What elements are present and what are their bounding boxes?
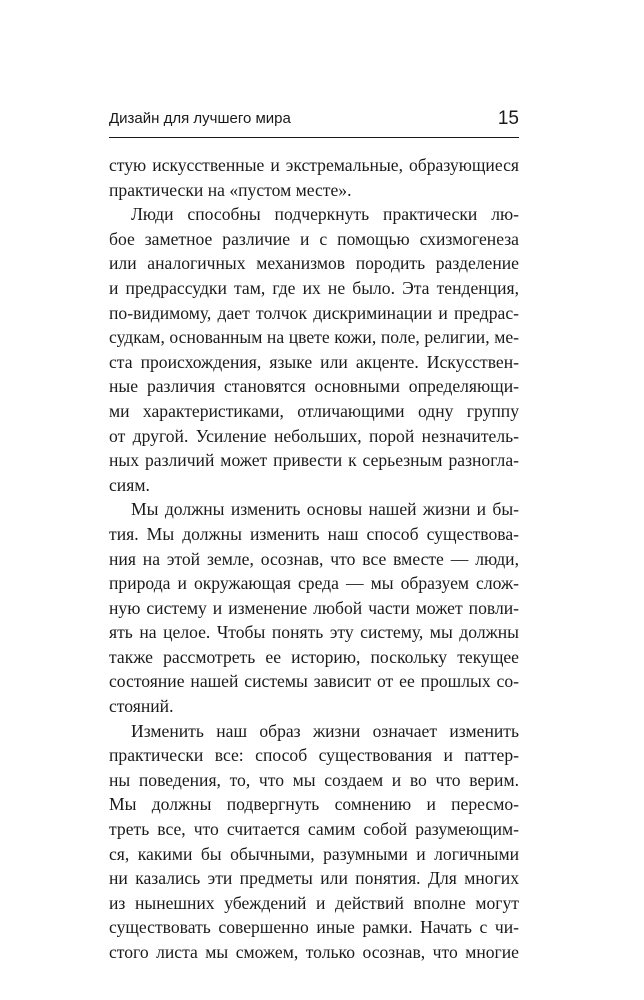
- text-line: сиям.: [109, 474, 150, 495]
- text-line: практически все: способ существования и паттер-: [109, 745, 519, 766]
- text-line: от другой. Усиление небольших, порой незначитель-: [109, 425, 519, 446]
- text-line: бое заметное различие и с помощью схизмогенеза: [109, 228, 519, 249]
- page-number: 15: [497, 108, 519, 129]
- text-line: также рассмотреть ее историю, поскольку текущее: [109, 646, 519, 667]
- text-line: Люди способны подчеркнуть практически лю-: [131, 204, 519, 225]
- text-line: ны поведения, то, что мы создаем и во что верим.: [109, 769, 519, 790]
- text-line: ни казались эти предметы или понятия. Для многих: [109, 868, 519, 889]
- text-line: ную систему и изменение любой части может повли-: [109, 597, 519, 618]
- text-line: ния на этой земле, осознав, что все вместе — люди,: [109, 548, 519, 569]
- text-line: ми характеристиками, отличающими одну группу: [109, 400, 519, 421]
- text-line: ные различия становятся основными определяющи-: [109, 376, 519, 397]
- text-line: практически на «пустом месте».: [109, 179, 352, 200]
- text-line: природа и окружающая среда — мы образуем слож-: [109, 573, 519, 594]
- text-line: существовать совершенно иные рамки. Начать с чи-: [109, 917, 519, 938]
- text-line: Изменить наш образ жизни означает изменить: [131, 720, 519, 741]
- text-line: Мы должны подвергнуть сомнению и пересмо-: [109, 794, 519, 815]
- running-header: [109, 108, 519, 134]
- text-line: Мы должны изменить основы нашей жизни и бы-: [131, 499, 519, 520]
- text-line: тия. Мы должны изменить наш способ существова-: [109, 523, 519, 544]
- text-line: ста происхождения, языке или акценте. Искусствен-: [109, 351, 519, 372]
- header-divider: [109, 137, 519, 138]
- text-line: и предрассудки там, где их не было. Эта тенденция,: [109, 277, 519, 298]
- text-line: из нынешних убеждений и действий вполне могут: [109, 892, 519, 913]
- text-line: треть все, что считается самим собой разумеющим-: [109, 819, 519, 840]
- text-line: стого листа мы сможем, только осознав, что многие: [109, 942, 519, 962]
- chapter-title: Дизайн для лучшего мира: [109, 110, 291, 127]
- text-line: или аналогичных механизмов породить разделение: [109, 253, 519, 274]
- text-line: состояние нашей системы зависит от ее прошлых со-: [109, 671, 519, 692]
- text-line: стую искусственные и экстремальные, образующиеся: [109, 155, 519, 175]
- text-line: стояний.: [109, 696, 174, 717]
- text-line: по-видимому, дает толчок дискриминации и предрас-: [109, 302, 519, 323]
- text-line: ных различий может привести к серьезным разногла-: [109, 450, 519, 471]
- body-text: [109, 153, 519, 965]
- text-line: ся, какими бы обычными, разумными и логичными: [109, 843, 519, 864]
- text-line: судкам, основанным на цвете кожи, поле, религии, ме-: [109, 327, 519, 348]
- text-line: ять на целое. Чтобы понять эту систему, мы должны: [109, 622, 519, 643]
